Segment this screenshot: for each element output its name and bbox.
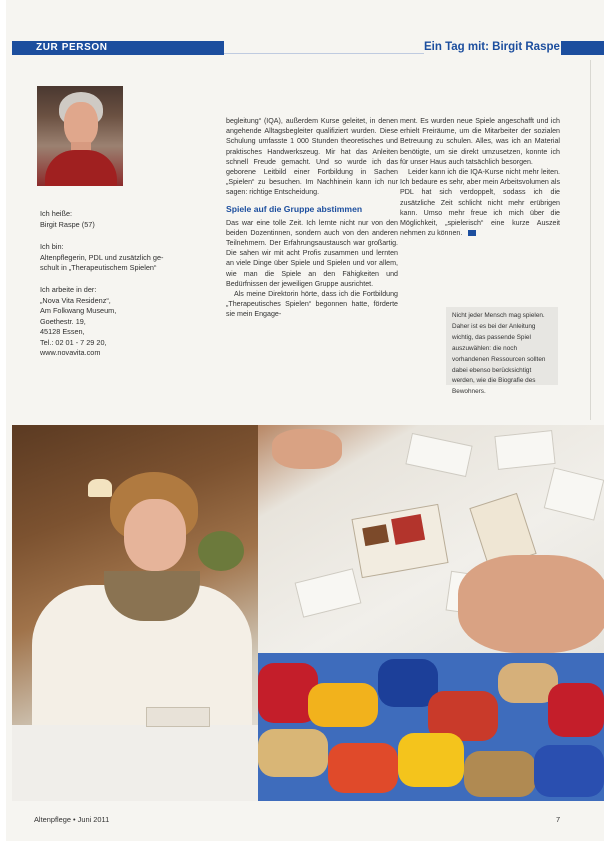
body-paragraph: ment. Es wurden neue Spiele angeschafft und ich erhielt Freiräume, um die Mitarbeiter der sozialen Betreuung zu schulen. Alles, was ich an Material benötigte, um sie direkt umzusetzen, konnte ich für unser Haus auch tatsächlich besorgen. xyxy=(400,117,560,166)
article-column-right xyxy=(400,116,560,238)
work-line: Goethestr. 19, xyxy=(40,317,86,326)
work-line: 45128 Essen, xyxy=(40,327,85,336)
body-paragraph: Als meine Direktorin hörte, dass ich die Fortbildung „Therapeutisches Spielen“ begonnen hatte, förderte sie mein Engage- xyxy=(226,290,398,319)
body-paragraph: Das war eine tolle Zeit. Ich lernte nicht nur von den beiden Dozentinnen, sondern auch von den anderen Teilnehmern. Der Erfahrungsaustausch war großartig. Die sahen wir mit acht Profis zusammen und lernten an viele Dinge über Spiele und Spielen und vor allem, wie man die Spiele an den Fähigkeiten und Bedürfnissen der jeweiligen Gruppe ausrichtet. xyxy=(226,218,398,288)
page-edge xyxy=(0,0,6,841)
work-line: Am Folkwang Museum, xyxy=(40,306,117,315)
name-label: Ich heiße: xyxy=(40,209,73,218)
role-label: Ich bin: xyxy=(40,242,64,251)
subheading: Spiele auf die Gruppe abstimmen xyxy=(226,203,363,214)
section-bar xyxy=(12,41,224,55)
article-column-middle xyxy=(226,116,398,320)
work-line: Tel.: 02 01 - 7 29 20, xyxy=(40,338,107,347)
end-mark-icon xyxy=(468,230,476,236)
photo-colored-corks xyxy=(258,653,604,801)
header-rule xyxy=(224,53,424,54)
role-value-line-2: schult in „Therapeutischem Spielen“ xyxy=(40,263,157,272)
website-link[interactable]: www.novavita.com xyxy=(40,348,101,357)
role-value-line-1: Altenpflegerin, PDL und zusätzlich ge- xyxy=(40,253,164,262)
photo-woman-playing-cards xyxy=(12,425,258,801)
page-number: 7 xyxy=(556,815,561,824)
column-rule xyxy=(590,60,591,420)
photo-memory-cards xyxy=(258,425,604,653)
body-paragraph-text: Leider kann ich die IQA-Kurse nicht mehr leiten. Ich bedaure es sehr, aber mein Arbeitsvolumen als PDL hat sich verdoppelt, sodass ich die zusätzliche Zeit schlicht nicht mehr erübrigen kann. Umso mehr freue ich mich über die Möglichkeit, „spielerisch“ eine kurze Auszeit nehmen zu können. xyxy=(400,168,560,238)
portrait-photo xyxy=(37,86,123,186)
header-accent-block xyxy=(561,41,604,55)
section-label: ZUR PERSON xyxy=(36,42,108,53)
pull-quote: Nicht jeder Mensch mag spielen. Daher ist es bei der Anleitung wichtig, das passende Spiel auszuwählen: die noch vorhandenen Ressourcen sollten dabei ebenso berücksichtigt werden, wie die Biografie des Bewohners. xyxy=(446,307,558,385)
body-paragraph xyxy=(400,167,560,238)
body-paragraph: begleitung“ (IQA), außerdem Kurse geleitet, in denen angehende Alltagsbegleiter qualifiziert wurden. Diese Schulung umfasste 1 000 Stunden theoretisches und praktisches Handwerkszeug. Mir hat das Anleiten schnell Freude gemacht. Und so wurde ich das geborene Leitbild einer Fortbildung in Sachen „Spielen“ zu besuchen. Im Nachhinein kann ich nur sagen: richtige Entscheidung. xyxy=(226,117,398,197)
work-label: Ich arbeite in der: xyxy=(40,285,97,294)
footer-issue: Altenpflege • Juni 2011 xyxy=(34,815,110,824)
page-title: Ein Tag mit: Birgit Raspe xyxy=(424,41,560,53)
name-value: Birgit Raspe (57) xyxy=(40,220,95,229)
work-line: „Nova Vita Residenz“, xyxy=(40,296,111,305)
